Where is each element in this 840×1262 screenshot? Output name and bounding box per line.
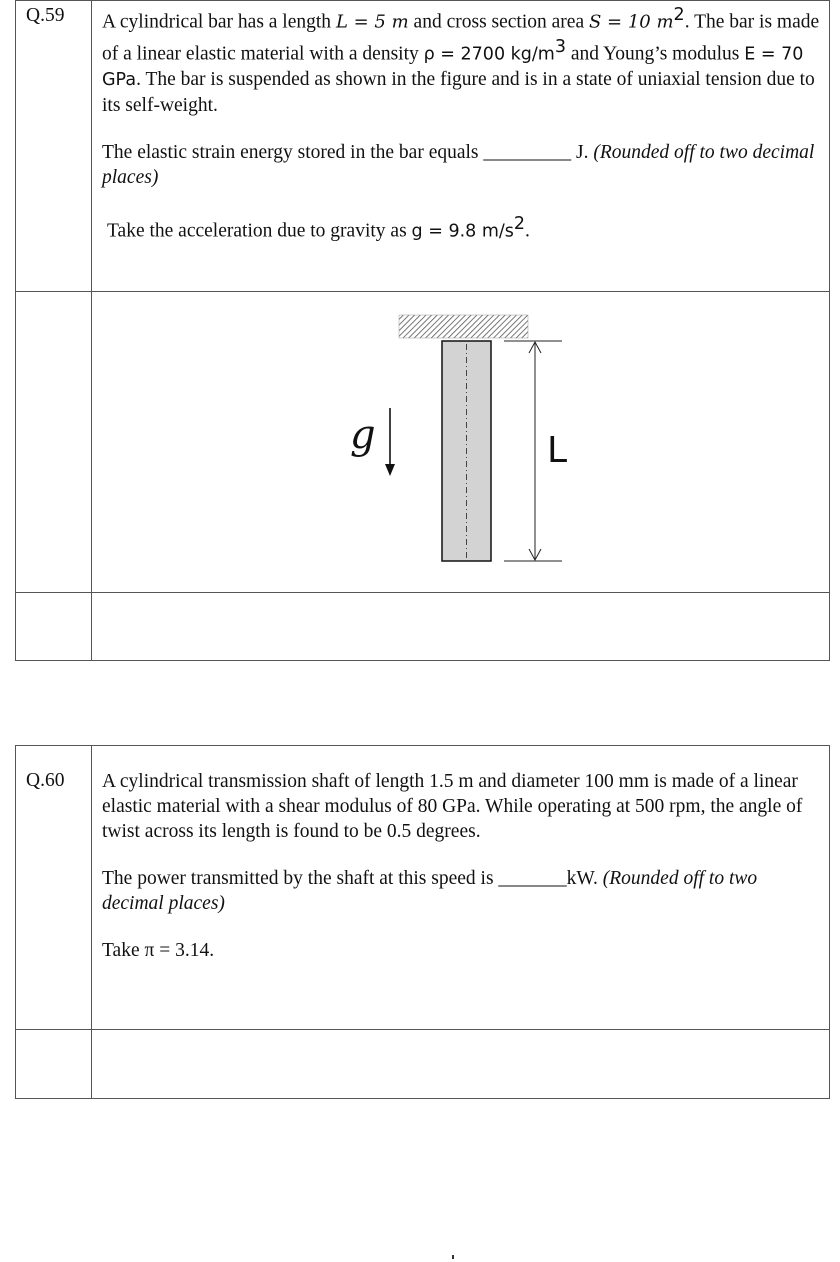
question-prompt [102,866,821,916]
statement-text: and cross section area [408,11,589,33]
question-number-label: Q.59 [26,5,65,26]
fixed-support-hatching [399,315,528,338]
length-value: L = 5 m [335,11,409,33]
question-statement [102,3,821,118]
given-text: Take the acceleration due to gravity as [107,220,412,242]
modulus-value: E = 70 GPa [102,44,804,90]
empty-cell [16,1030,92,1099]
area-value: S = 10 m [588,11,674,33]
empty-cell [16,593,92,661]
gravity-exponent: 2 [513,214,526,234]
question-number [16,746,92,1030]
question-statement: A cylindrical transmission shaft of length 1.5 m and diameter 100 mm is made of a linear elastic material with a shear modulus of 80 GPa. While operating at 500 rpm, the angle of twist across its length is found to be 0.5 degrees. [102,771,803,842]
statement-text: . The bar is made of a linear elastic material with a density [102,11,820,64]
question-number-label: Q.60 [26,770,65,791]
figure-cell [92,292,830,593]
prompt-text: The elastic strain energy stored in the bar equals _________ J. [102,142,594,163]
given-text-end: . [209,940,215,961]
figure-number-cell [16,292,92,593]
given-data [102,212,821,245]
rounding-hint: (Rounded off to two decimal places) [102,142,815,188]
length-label: L [547,430,568,471]
question-prompt [102,140,821,190]
gravity-arrow-icon [385,464,395,476]
question-text [92,746,830,1030]
area-exponent: 2 [673,5,685,25]
rounding-hint: (Rounded off to two decimal places) [102,868,758,914]
given-data [102,938,821,963]
question-60-table [15,745,830,1099]
prompt-text: The power transmitted by the shaft at this speed is _______kW. [102,868,603,889]
question-59-table [15,0,830,661]
gravity-value: g = 9.8 m/s [411,221,514,242]
gravity-label: g [350,412,376,458]
answer-cell [92,1030,830,1099]
statement-text: and Young’s modulus [565,43,745,64]
statement-text: A cylindrical bar has a length [102,11,336,33]
page-footer-mark [452,1255,454,1259]
suspended-bar-figure [92,292,830,593]
pi-value: π = 3.14 [144,940,210,961]
question-text [92,1,830,292]
statement-text: . The bar is suspended as shown in the figure and is in a state of uniaxial tension due to its self-weight. [102,69,815,116]
answer-cell [92,593,830,661]
density-exponent: 3 [554,36,566,57]
question-number [16,1,92,292]
given-text: Take [102,940,145,961]
given-text-end: . [525,220,530,242]
density-value: ρ = 2700 kg/m [423,44,555,64]
